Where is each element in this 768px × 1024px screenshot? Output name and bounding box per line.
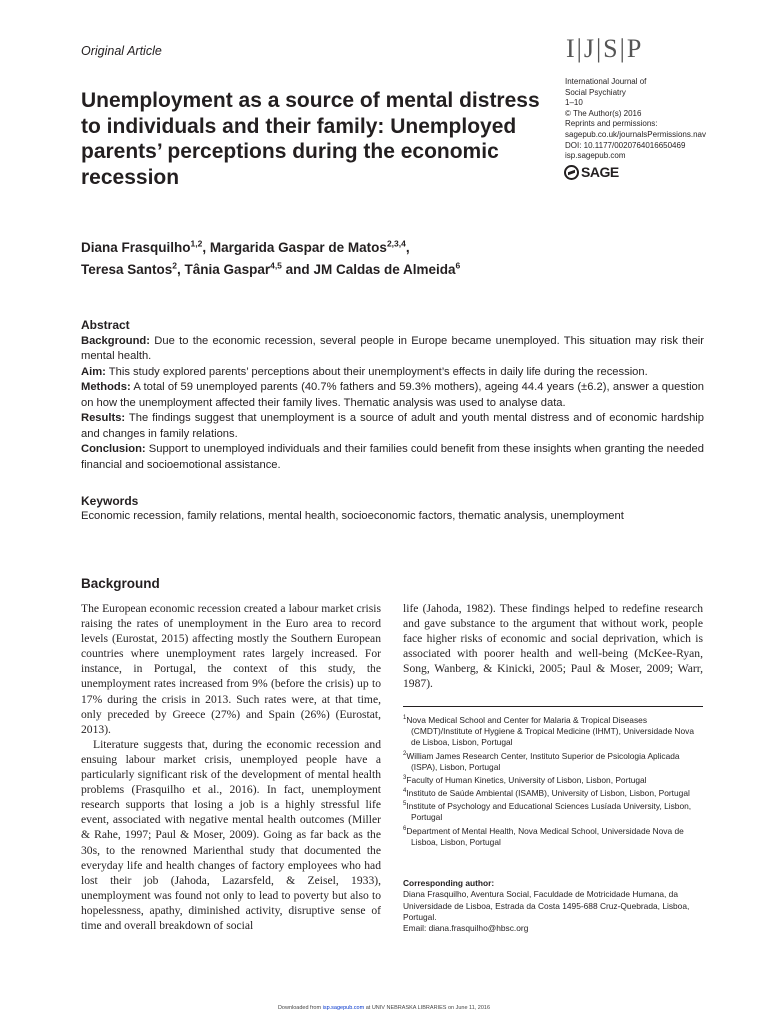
sage-mark-icon [564,165,579,180]
journal-info-line: International Journal of [565,77,647,86]
affiliation: $^2$William James Research Center, Instituto Superior de Psicologia Aplicada (ISPA), Lisbon, Portugal [403,750,680,772]
abstract-heading: Abstract [81,318,130,332]
section-heading: Background [81,576,160,591]
affiliation: $^5$Institute of Psychology and Educational Sciences Lusíada University, Lisbon, Portugal [403,801,692,823]
author: Diana Frasquilho$^{1,2}$, [81,238,210,255]
abstract [81,318,704,473]
paragraph: The European economic recession created a labour market crisis raising the rates of unemployment in the Euro area to record levels (Eurostat, 2015) affecting mostly the Southern European countries where unemployment rates largely increased. For instance, in Portugal, the context of this study, the unemployment rates increased from 9% (before the crisis) up to 17% during the crisis in 2013. Such rates were, at that time, only preceded by Greece (27%) and Spain (26%) (Eurostat, 2013). [81,602,381,736]
author: Margarida Gaspar de Matos$^{2,3,4}$, [209,238,410,255]
journal-info-line: © The Author(s) 2016 [565,108,642,118]
abstract-results: Results: The findings suggest that unemployment is a source of adult and youth mental distress and of economic hardship and changes in family relations. [81,412,704,440]
journal-info-line: 1–10 [565,98,583,108]
journal-url[interactable]: isp.sagepub.com [565,151,626,161]
paragraph: Literature suggests that, during the economic recession and ensuing labour market crisis, unemployed people have a particularly significant risk of the development of mental health problems (Frasquilho et al., 2016). In fact, unemployment research supports that losing a job is a highly stressful life event, associated with negative mental health outcomes (Miller & Rahe, 1997; Paul & Moser, 2009). Going as far back as the 30s, to the renowned Marienthal study that documented the everyday life and health changes of factory employees who had lost their job (Jahoda, Lazarsfeld, & Zeisel, 1933), unemployment was found not only to lead to poverty but also to hopelessness, apathy, diminished activity, disruptive sense of time and overall breakdown of social [81,737,381,932]
author: Teresa Santos$^2$, [81,260,185,277]
keywords-text: Economic recession, family relations, mental health, socioeconomic factors, thematic analysis, unemployment [81,510,624,522]
body-column-left [81,601,381,933]
journal-info-link[interactable]: sagepub.co.uk/journalsPermissions.nav [565,129,706,139]
journal-logo: I|J|S|P [566,34,644,63]
author: Tânia Gaspar$^{4,5}$ and [184,260,314,277]
journal-info-line: Social Psychiatry [565,87,626,97]
publisher-name: SAGE [581,164,619,180]
corresponding-heading: Corresponding author: [403,878,495,888]
abstract-aim: Aim: This study explored parents’ perceptions about their unemployment’s effects in daily life during the recession. [81,365,648,378]
affiliation: $^3$Faculty of Human Kinetics, University of Lisbon, Lisbon, Portugal [403,774,647,785]
download-link[interactable]: isp.sagepub.com [322,1005,365,1011]
abstract-background: Background: Due to the economic recession, several people in Europe became unemployed. This situation may risk their mental health. [81,334,705,362]
paragraph: life (Jahoda, 1982). These findings helped to redefine research and gave substance to the argument that without work, people face higher risks of economic and social deprivation, which is associated with poorer health and well-being (McKee-Ryan, Song, Wanberg, & Kinicki, 2005; Paul & Moser, 2009; Warr, 1987). [403,602,703,691]
doi[interactable]: DOI: 10.1177/0020764016650469 [565,140,686,150]
paper-title: Unemployment as a source of mental distress to individuals and their family: Unemployed parents’ perceptions during the economic recession [81,89,540,189]
journal-info-line: Reprints and permissions: [565,119,658,129]
footnote-divider [403,706,703,707]
author: JM Caldas de Almeida$^6$ [313,260,461,277]
author-list [81,234,601,279]
download-footer: Downloaded from isp.sagepub.com at UNIV NEBRASKA LIBRARIES on June 11, 2016 [277,1005,491,1011]
abstract-methods: Methods: A total of 59 unemployed parents (40.7% fathers and 59.3% mothers), ageing 44.4 years (±6.2), answer a question on how the unemployment affected their family lives. Thematic analysis was used to analyse data. [81,381,704,409]
sage-logo [564,164,619,180]
corresponding-author [403,878,703,934]
corresponding-address: Diana Frasquilho, Aventura Social, Faculdade de Motricidade Humana, da Universidade de Lisboa, Estrada da Costa 1495-688 Cruz-Quebrada, Lisboa, Portugal. [403,889,690,922]
abstract-conclusion: Conclusion: Support to unemployed individuals and their families could benefit from these insights when granting the needed financial and socioemotional assistance. [81,443,704,471]
affiliation: $^4$Instituto de Saúde Ambiental (ISAMB), University of Lisbon, Lisbon, Portugal [403,787,690,798]
journal-info [565,77,706,162]
article-type: Original Article [81,44,162,58]
affiliation: $^1$Nova Medical School and Center for Malaria & Tropical Diseases (CMDT)/Institute of Hygiene & Tropical Medicine (IHMT), Universidade Nova de Lisboa, Lisbon, Portugal [403,714,694,748]
affiliation: $^6$Department of Mental Health, Nova Medical School, Universidade Nova de Lisboa, Lisbon, Portugal [403,825,684,847]
corresponding-email[interactable]: Email: diana.frasquilho@hbsc.org [403,923,529,934]
keywords-heading: Keywords [81,494,139,508]
affiliations [403,713,703,848]
body-column-right [403,601,703,692]
